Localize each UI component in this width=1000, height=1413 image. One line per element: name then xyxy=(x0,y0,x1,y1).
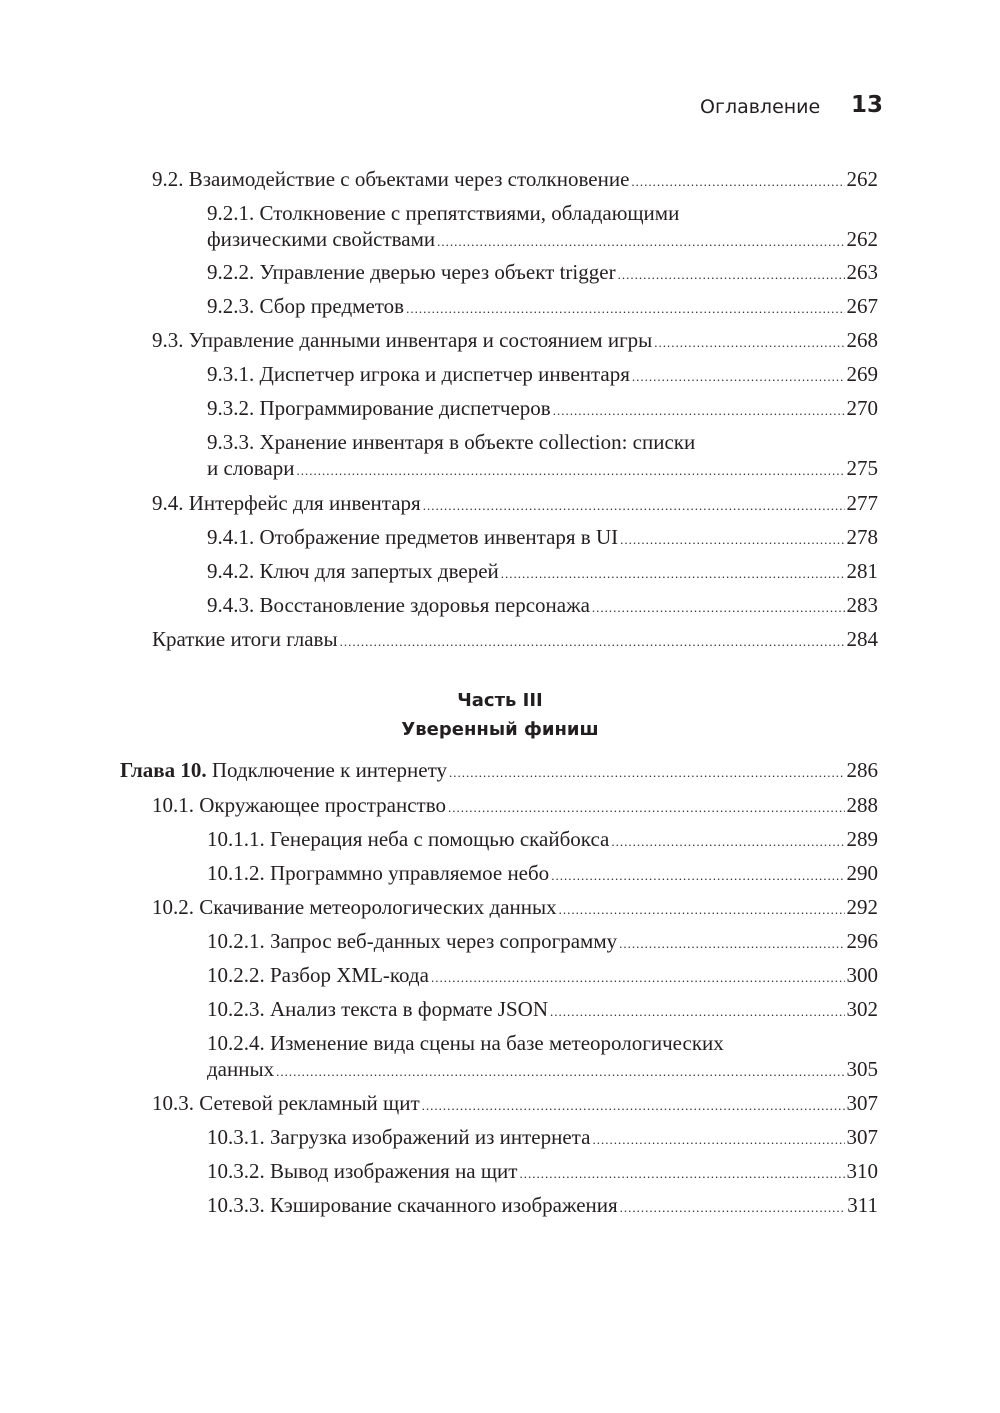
toc-entry-title: 9.2. Взаимодействие с объектами через столкновение xyxy=(152,167,630,191)
dot-leader xyxy=(620,527,844,553)
toc-entry-9-4-3[interactable] xyxy=(207,592,878,621)
toc-entry-10-3[interactable] xyxy=(152,1090,878,1119)
dot-leader xyxy=(448,795,845,821)
toc-entry-title: физическими свойствами xyxy=(207,227,436,251)
dot-leader xyxy=(654,330,844,356)
toc-entry-title: 9.4.2. Ключ для запертых дверей xyxy=(207,559,499,583)
dot-leader xyxy=(431,965,845,991)
toc-page-number: 286 xyxy=(846,758,878,782)
toc-entry-title: 10.2.1. Запрос веб-данных через сопрограмму xyxy=(207,929,618,953)
toc-entry-title: 9.3.1. Диспетчер игрока и диспетчер инвентаря xyxy=(207,362,630,386)
toc-entry-title: 10.3.2. Вывод изображения на щит xyxy=(207,1159,518,1183)
toc-page-number: 262 xyxy=(846,167,878,191)
header-section-title: Оглавление xyxy=(700,96,821,118)
toc-page-number: 263 xyxy=(846,260,878,284)
toc-page-number: 305 xyxy=(846,1057,878,1081)
toc-page-number: 311 xyxy=(847,1193,878,1217)
toc-entry-9-3[interactable] xyxy=(152,327,878,356)
toc-entry-title: 10.3.3. Кэширование скачанного изображения xyxy=(207,1193,618,1217)
toc-entry-title-line1: 9.2.1. Столкновение с препятствиями, обладающими xyxy=(207,201,680,225)
toc-page-number: 269 xyxy=(846,362,878,386)
toc-page-number: 281 xyxy=(846,559,878,583)
toc-page-number: 310 xyxy=(846,1159,878,1183)
toc-page-number: 267 xyxy=(846,294,878,318)
toc-entry-title: Краткие итоги главы xyxy=(152,627,338,651)
toc-entry-title-line1: 10.2.4. Изменение вида сцены на базе метеорологических xyxy=(207,1031,724,1055)
dot-leader xyxy=(297,458,845,484)
toc-page-number: 290 xyxy=(846,861,878,885)
toc-entry-title: 9.4.1. Отображение предметов инвентаря в UI xyxy=(207,525,619,549)
toc-entry-title: 10.1.2. Программно управляемое небо xyxy=(207,861,550,885)
part-title: Уверенный финиш xyxy=(401,719,599,740)
toc-entry-title: 9.3. Управление данными инвентаря и состоянием игры xyxy=(152,328,653,352)
toc-entry-title: 10.3. Сетевой рекламный щит xyxy=(152,1091,420,1115)
header-page-number: 13 xyxy=(851,92,884,118)
toc-entry-title: 10.1.1. Генерация неба с помощью скайбокса xyxy=(207,827,610,851)
toc-entry-title: 10.3.1. Загрузка изображений из интернета xyxy=(207,1125,591,1149)
dot-leader xyxy=(276,1059,844,1085)
toc-entry-9-2[interactable] xyxy=(152,166,878,195)
dot-leader xyxy=(449,760,844,786)
chapter-label: Глава 10. xyxy=(120,758,207,782)
toc-entry-9-3-2[interactable] xyxy=(207,395,878,424)
part-label: Часть III xyxy=(457,690,543,711)
toc-entry-title: 10.2. Скачивание метеорологических данных xyxy=(152,895,557,919)
toc-entry-title: 10.2.2. Разбор XML-кода xyxy=(207,963,429,987)
toc-entry-title: и словари xyxy=(207,456,295,480)
toc-page-number: 284 xyxy=(846,627,878,651)
toc-entry-9-2-3[interactable] xyxy=(207,293,878,322)
toc-entry-10-3-2[interactable] xyxy=(207,1158,878,1187)
toc-entry-title: 9.4. Интерфейс для инвентаря xyxy=(152,491,421,515)
toc-page-number: 270 xyxy=(846,396,878,420)
toc-entry-10-3-3[interactable] xyxy=(207,1192,878,1221)
toc-entry-title: 9.2.3. Сбор предметов xyxy=(207,294,405,318)
dot-leader xyxy=(619,931,844,957)
dot-leader xyxy=(631,169,844,195)
toc-page-number: 275 xyxy=(846,456,878,480)
toc-entry-9-3-1[interactable] xyxy=(207,361,878,390)
toc-page-number: 292 xyxy=(846,895,878,919)
dot-leader xyxy=(618,262,845,288)
dot-leader xyxy=(620,1195,846,1221)
toc-entry-title: 9.4.3. Восстановление здоровья персонажа xyxy=(207,593,590,617)
dot-leader xyxy=(559,897,845,923)
toc-chapter-10[interactable] xyxy=(120,757,878,786)
chapter-title: Подключение к интернету xyxy=(211,758,448,782)
toc-entry-10-2-2[interactable] xyxy=(207,962,878,991)
toc-page-number: 296 xyxy=(846,929,878,953)
toc-entry-10-2[interactable] xyxy=(152,894,878,923)
toc-page-number: 288 xyxy=(846,793,878,817)
toc-entry-title: данных xyxy=(207,1057,275,1081)
toc-page-number: 268 xyxy=(846,328,878,352)
toc-entry-10-2-3[interactable] xyxy=(207,996,878,1025)
dot-leader xyxy=(422,1093,845,1119)
toc-entry-9-4-1[interactable] xyxy=(207,524,878,553)
dot-leader xyxy=(406,296,844,322)
toc-entry-10-1[interactable] xyxy=(152,792,878,821)
dot-leader xyxy=(550,999,845,1025)
toc-entry-9-4[interactable] xyxy=(152,490,878,519)
toc-entry-9-3-3[interactable] xyxy=(207,429,878,484)
toc-page-number: 262 xyxy=(846,227,878,251)
toc-entry-10-1-1[interactable] xyxy=(207,826,878,855)
toc-entry-10-3-1[interactable] xyxy=(207,1124,878,1153)
toc-entry-10-2-1[interactable] xyxy=(207,928,878,957)
toc-entry-title: 9.2.2. Управление дверью через объект trigger xyxy=(207,260,616,284)
dot-leader xyxy=(340,629,845,655)
toc-page-number: 307 xyxy=(846,1091,878,1115)
toc-page-number: 307 xyxy=(846,1125,878,1149)
dot-leader xyxy=(592,595,845,621)
toc-entry-title: 10.2.3. Анализ текста в формате JSON xyxy=(207,997,548,1021)
dot-leader xyxy=(501,561,845,587)
dot-leader xyxy=(632,364,845,390)
toc-entry-9-2-1[interactable] xyxy=(207,200,878,255)
dot-leader xyxy=(592,1127,844,1153)
toc-page-number: 289 xyxy=(846,827,878,851)
toc-page-number: 277 xyxy=(846,491,878,515)
toc-page-number: 283 xyxy=(846,593,878,617)
toc-page-number: 278 xyxy=(846,525,878,549)
toc-entry-10-1-2[interactable] xyxy=(207,860,878,889)
dot-leader xyxy=(611,829,844,855)
toc-entry-9-4-2[interactable] xyxy=(207,558,878,587)
toc-page-number: 302 xyxy=(846,997,878,1021)
dot-leader xyxy=(551,863,844,889)
dot-leader xyxy=(519,1161,844,1187)
toc-entry-10-2-4[interactable] xyxy=(207,1030,878,1085)
toc-page-number: 300 xyxy=(846,963,878,987)
toc-entry-title: 9.3.2. Программирование диспетчеров xyxy=(207,396,551,420)
toc-entry-9-2-2[interactable] xyxy=(207,259,878,288)
toc-entry-title: 10.1. Окружающее пространство xyxy=(152,793,446,817)
toc-entry-summary[interactable] xyxy=(152,626,878,655)
toc-entry-title-line1: 9.3.3. Хранение инвентаря в объекте collection: списки xyxy=(207,430,696,454)
dot-leader xyxy=(423,493,845,519)
dot-leader xyxy=(437,229,844,255)
dot-leader xyxy=(553,398,845,424)
